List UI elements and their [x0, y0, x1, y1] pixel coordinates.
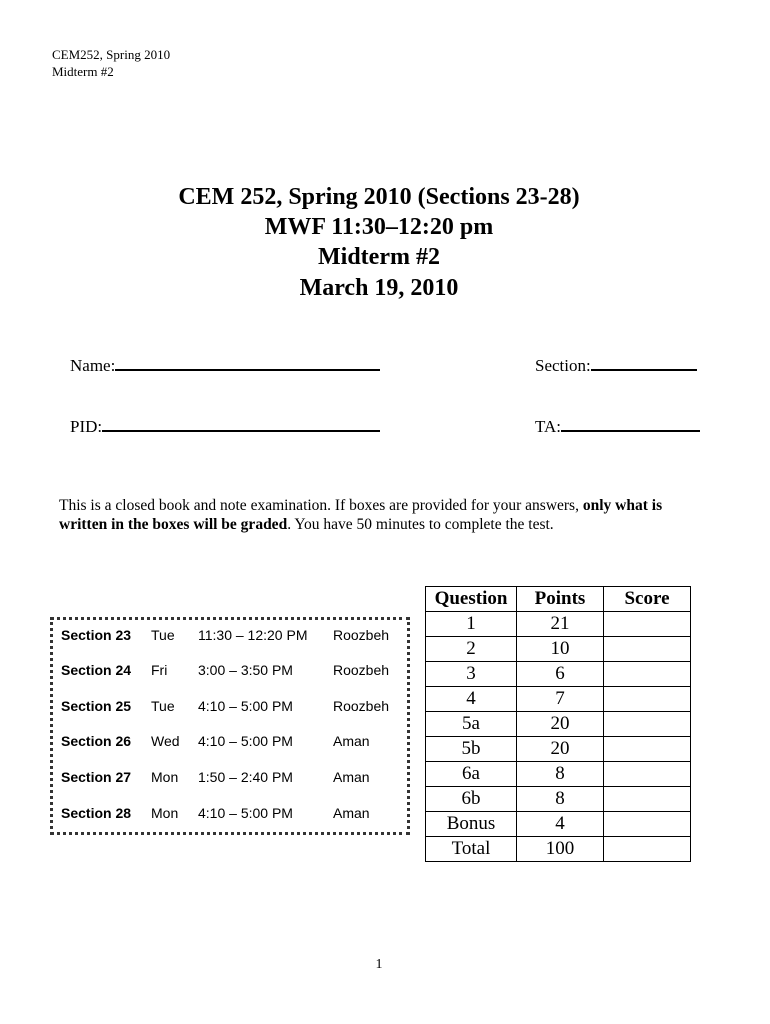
- score-cell[interactable]: [604, 762, 691, 787]
- score-cell[interactable]: [604, 687, 691, 712]
- section-day: Tue: [151, 698, 175, 714]
- section-day: Wed: [151, 733, 180, 749]
- section-time: 11:30 – 12:20 PM: [198, 627, 308, 643]
- points-cell: 20: [517, 712, 604, 737]
- table-row: [426, 712, 691, 737]
- header-points: Points: [517, 587, 604, 612]
- table-row: [426, 762, 691, 787]
- instructions: [59, 496, 709, 534]
- score-table: [425, 586, 691, 862]
- name-blank[interactable]: [115, 355, 380, 371]
- points-cell: 7: [517, 687, 604, 712]
- section-time: 3:00 – 3:50 PM: [198, 662, 293, 678]
- table-row: [426, 812, 691, 837]
- ta-blank[interactable]: [561, 416, 700, 432]
- table-row: [426, 662, 691, 687]
- score-cell[interactable]: [604, 637, 691, 662]
- section-name: Section 25: [61, 698, 132, 714]
- section-row: [53, 767, 407, 787]
- score-cell[interactable]: [604, 787, 691, 812]
- question-cell: Total: [426, 837, 517, 862]
- question-cell: 5a: [426, 712, 517, 737]
- section-ta: Roozbeh: [333, 698, 390, 714]
- section-day: Mon: [151, 769, 179, 785]
- sections-box: [50, 617, 410, 835]
- table-row: [426, 687, 691, 712]
- section-row: [53, 731, 407, 751]
- section-name: Section 23: [61, 627, 132, 643]
- score-cell[interactable]: [604, 662, 691, 687]
- question-cell: 6b: [426, 787, 517, 812]
- score-cell[interactable]: [604, 737, 691, 762]
- points-cell: 4: [517, 812, 604, 837]
- score-cell[interactable]: [604, 712, 691, 737]
- header-score: Score: [604, 587, 691, 612]
- question-cell: 6a: [426, 762, 517, 787]
- table-row: [426, 837, 691, 862]
- section-row: [53, 660, 407, 680]
- section-ta: Aman: [333, 733, 370, 749]
- table-row: [426, 737, 691, 762]
- title-exam: Midterm #2: [318, 244, 440, 270]
- points-cell: 6: [517, 662, 604, 687]
- points-cell: 100: [517, 837, 604, 862]
- section-row: [53, 625, 407, 645]
- title-schedule: MWF 11:30–12:20 pm: [264, 214, 494, 240]
- points-cell: 20: [517, 737, 604, 762]
- section-name: Section 24: [61, 662, 132, 678]
- section-ta: Roozbeh: [333, 627, 390, 643]
- points-cell: 8: [517, 787, 604, 812]
- table-row: [426, 787, 691, 812]
- section-field: [535, 355, 697, 376]
- pid-label: PID:: [70, 417, 103, 436]
- pid-blank[interactable]: [102, 416, 380, 432]
- question-cell: 5b: [426, 737, 517, 762]
- section-row: [53, 696, 407, 716]
- section-time: 4:10 – 5:00 PM: [198, 733, 293, 749]
- section-label: Section:: [535, 356, 591, 375]
- name-label: Name:: [70, 356, 116, 375]
- points-cell: 21: [517, 612, 604, 637]
- section-day: Fri: [151, 662, 168, 678]
- question-cell: 1: [426, 612, 517, 637]
- points-cell: 8: [517, 762, 604, 787]
- section-day: Mon: [151, 805, 179, 821]
- question-cell: 4: [426, 687, 517, 712]
- pid-field: [70, 416, 380, 437]
- question-cell: Bonus: [426, 812, 517, 837]
- section-name: Section 28: [61, 805, 132, 821]
- title-date: March 19, 2010: [299, 275, 459, 301]
- ta-label: TA:: [535, 417, 562, 436]
- section-time: 4:10 – 5:00 PM: [198, 698, 293, 714]
- section-name: Section 26: [61, 733, 132, 749]
- section-ta: Aman: [333, 769, 370, 785]
- section-time: 1:50 – 2:40 PM: [198, 769, 293, 785]
- section-ta: Roozbeh: [333, 662, 390, 678]
- section-day: Tue: [151, 627, 175, 643]
- table-row: [426, 637, 691, 662]
- section-time: 4:10 – 5:00 PM: [198, 805, 293, 821]
- instructions-part1: This is a closed book and note examination. If boxes are provided for your answers,: [59, 497, 583, 514]
- name-field: [70, 355, 380, 376]
- instructions-part2: . You have 50 minutes to complete the test.: [287, 516, 554, 533]
- header-course: CEM252, Spring 2010: [52, 47, 171, 62]
- score-cell[interactable]: [604, 612, 691, 637]
- table-row: [426, 612, 691, 637]
- score-table-header: [426, 587, 691, 612]
- points-cell: 10: [517, 637, 604, 662]
- header-question: Question: [426, 587, 517, 612]
- question-cell: 2: [426, 637, 517, 662]
- question-cell: 3: [426, 662, 517, 687]
- ta-field: [535, 416, 700, 437]
- page-number: 1: [375, 957, 383, 972]
- score-cell[interactable]: [604, 837, 691, 862]
- section-row: [53, 803, 407, 823]
- header-exam: Midterm #2: [52, 64, 114, 79]
- score-cell[interactable]: [604, 812, 691, 837]
- instructions-bold: only what is written in the boxes will be graded: [59, 497, 663, 533]
- title-course: CEM 252, Spring 2010 (Sections 23-28): [178, 184, 580, 210]
- section-blank[interactable]: [591, 355, 697, 371]
- section-ta: Aman: [333, 805, 370, 821]
- section-name: Section 27: [61, 769, 132, 785]
